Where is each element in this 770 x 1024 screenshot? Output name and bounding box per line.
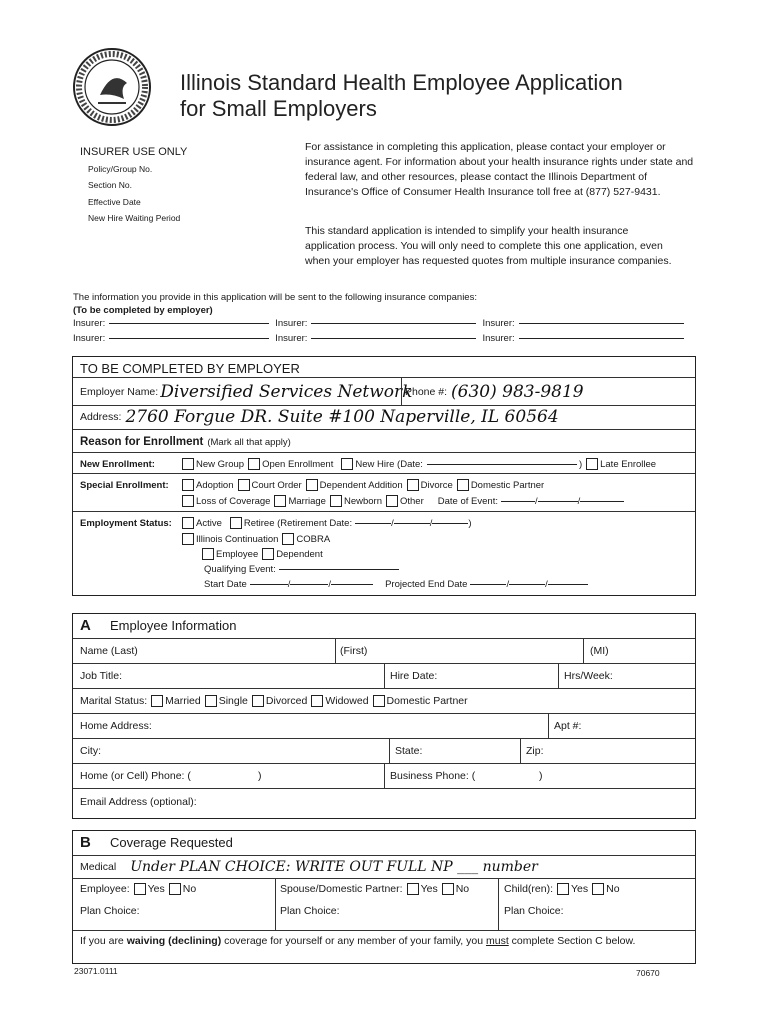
special-enrollment-row2 [182, 495, 624, 507]
form-number-right: 70670 [636, 968, 660, 978]
domestic-partner-a-checkbox[interactable] [373, 695, 385, 707]
section-b-header [80, 834, 233, 851]
section-b-title: Coverage Requested [110, 835, 233, 850]
start-month-field[interactable] [250, 584, 288, 585]
section-a-letter: A [80, 617, 91, 634]
insurer-use-field-section: Section No. [88, 180, 132, 190]
spouse-yes-label: Yes [420, 883, 438, 895]
section-a-title: Employee Information [110, 618, 237, 633]
insurer-label: Insurer: [482, 333, 515, 344]
name-mi-label[interactable]: (MI) [590, 645, 609, 657]
insurer-label: Insurer: [73, 333, 106, 344]
late-enrollee-checkbox[interactable] [586, 458, 598, 470]
insurer-label: Insurer: [73, 318, 106, 329]
waiver-must: must [485, 935, 509, 947]
employee-checkbox[interactable] [202, 548, 214, 560]
single-checkbox[interactable] [205, 695, 217, 707]
children-coverage-label: Child(ren): [504, 883, 554, 895]
insurer-field-4[interactable] [109, 338, 269, 339]
special-enrollment-label: Special Enrollment: [80, 479, 169, 491]
widowed-checkbox[interactable] [311, 695, 323, 707]
slash: / [577, 495, 581, 507]
single-label: Single [218, 695, 248, 707]
name-last-label[interactable]: Name (Last) [80, 645, 138, 657]
slash: / [534, 495, 538, 507]
start-day-field[interactable] [290, 584, 328, 585]
spouse-yes-checkbox[interactable] [407, 883, 419, 895]
newborn-checkbox[interactable] [330, 495, 342, 507]
employee-coverage-label: Employee: [80, 883, 130, 895]
slash: / [429, 517, 433, 529]
spouse-no-label: No [455, 883, 470, 895]
married-label: Married [165, 695, 201, 707]
projected-end-label: Projected End Date [385, 579, 468, 590]
divorce-label: Divorce [420, 479, 453, 491]
waiver-note [80, 934, 680, 948]
waiver-post: complete Section C below. [511, 935, 636, 947]
children-no-checkbox[interactable] [592, 883, 604, 895]
medical-row [80, 857, 538, 877]
adoption-checkbox[interactable] [182, 479, 194, 491]
reason-heading: Reason for Enrollment [80, 436, 204, 448]
special-enrollment-row1 [80, 479, 544, 491]
spouse-coverage-label: Spouse/Domestic Partner: [280, 883, 403, 895]
retiree-checkbox[interactable] [230, 517, 242, 529]
court-order-checkbox[interactable] [238, 479, 250, 491]
employee-label: Employee [216, 548, 259, 560]
retire-year-field[interactable] [432, 523, 468, 524]
dependent-label: Dependent [276, 548, 323, 560]
marital-status-label: Marital Status: [80, 695, 148, 707]
qualifying-event-field[interactable] [279, 569, 399, 570]
insurer-use-field-waiting: New Hire Waiting Period [88, 213, 181, 223]
waiver-mid: coverage for yourself or any member of your family, you [224, 935, 484, 947]
retire-month-field[interactable] [355, 523, 391, 524]
section-b-letter: B [80, 834, 91, 851]
end-month-field[interactable] [470, 584, 506, 585]
domestic-partner-a-label: Domestic Partner [386, 695, 468, 707]
loss-coverage-checkbox[interactable] [182, 495, 194, 507]
employee-yes-label: Yes [147, 883, 165, 895]
event-year-field[interactable] [580, 501, 624, 502]
employment-status-row3 [202, 548, 323, 560]
new-group-checkbox[interactable] [182, 458, 194, 470]
employer-phone-label: Phone #: [405, 386, 448, 398]
home-phone-label[interactable]: Home (or Cell) Phone: ( [80, 770, 191, 782]
insurer-use-field-policy: Policy/Group No. [88, 164, 153, 174]
other-checkbox[interactable] [386, 495, 398, 507]
marriage-label: Marriage [288, 495, 326, 507]
waiver-bold: waiving (declining) [126, 935, 222, 947]
slash: / [287, 579, 291, 590]
event-month-field[interactable] [501, 501, 535, 502]
employer-name-row [80, 381, 412, 403]
event-day-field[interactable] [538, 501, 578, 502]
active-checkbox[interactable] [182, 517, 194, 529]
end-year-field[interactable] [548, 584, 588, 585]
open-enrollment-label: Open Enrollment [262, 458, 334, 470]
qualifying-event-label: Qualifying Event: [204, 564, 276, 575]
form-number-left: 23071.0111 [74, 966, 118, 976]
new-hire-date-field[interactable] [427, 464, 577, 465]
court-order-label: Court Order [251, 479, 302, 491]
employment-status-row1 [80, 517, 472, 529]
start-year-field[interactable] [331, 584, 373, 585]
employer-phone-row [405, 381, 584, 403]
insurer-field-1[interactable] [109, 323, 269, 324]
new-hire-checkbox[interactable] [341, 458, 353, 470]
date-event-label: Date of Event: [437, 495, 498, 507]
state-seal [72, 47, 152, 127]
medical-note-value[interactable]: Under PLAN CHOICE: WRITE OUT FULL NP ___ number [130, 859, 538, 875]
insurers-intro: The information you provide in this application will be sent to the following insurance companies: [73, 292, 477, 303]
children-yes-checkbox[interactable] [557, 883, 569, 895]
reason-heading-row [80, 436, 291, 448]
children-coverage-row [504, 883, 620, 895]
employee-coverage-row [80, 883, 196, 895]
adoption-label: Adoption [196, 479, 234, 491]
insurer-row-1 [73, 318, 684, 329]
divorce-checkbox[interactable] [407, 479, 419, 491]
employer-name-label: Employer Name: [80, 386, 159, 398]
divorced-label: Divorced [265, 695, 308, 707]
retire-day-field[interactable] [394, 523, 430, 524]
dependent-checkbox[interactable] [262, 548, 274, 560]
email-label[interactable]: Email Address (optional): [80, 796, 197, 808]
reason-note: (Mark all that apply) [207, 436, 291, 448]
form-title-line1: Illinois Standard Health Employee Application [180, 70, 623, 95]
spouse-coverage-row [280, 883, 469, 895]
domestic-partner-checkbox[interactable] [457, 479, 469, 491]
retiree-close: ) [468, 517, 472, 529]
employer-heading: TO BE COMPLETED BY EMPLOYER [80, 361, 300, 376]
divorced-checkbox[interactable] [252, 695, 264, 707]
marriage-checkbox[interactable] [274, 495, 286, 507]
hrs-week-label[interactable]: Hrs/Week: [564, 670, 613, 682]
section-a-header [80, 617, 236, 634]
dependent-addition-checkbox[interactable] [306, 479, 318, 491]
end-day-field[interactable] [509, 584, 545, 585]
marital-status-row [80, 695, 468, 707]
active-label: Active [196, 517, 222, 529]
illinois-continuation-label: Illinois Continuation [196, 533, 279, 545]
assistance-paragraph: For assistance in completing this application, please contact your employer or insurance agent. For information about your health insurance rights under state and federal law, and other resources, please contact the Illinois Department of Insurance's Office of Consumer Health Insurance toll free at (877) 527-9431. [305, 141, 694, 198]
widowed-label: Widowed [325, 695, 369, 707]
waiver-pre: If you are [80, 935, 124, 947]
city-label[interactable]: City: [80, 745, 101, 757]
start-end-date-row [204, 579, 588, 590]
standard-app-paragraph: This standard application is intended to simplify your health insurance application process. You will only need to complete this one application, even when your employer has requested quotes from multiple insurance companies. [305, 225, 672, 267]
dependent-addition-label: Dependent Addition [319, 479, 403, 491]
employee-plan-choice[interactable]: Plan Choice: [80, 905, 140, 917]
business-phone-label[interactable]: Business Phone: ( [390, 770, 476, 782]
new-group-label: New Group [196, 458, 245, 470]
insurer-row-2 [73, 333, 684, 344]
employee-no-checkbox[interactable] [169, 883, 181, 895]
employer-address-label: Address: [80, 411, 122, 423]
spouse-no-checkbox[interactable] [442, 883, 454, 895]
employer-address-value[interactable]: 2760 Forgue DR. Suite #100 Naperville, IL 60564 [125, 407, 559, 427]
insurer-label: Insurer: [482, 318, 515, 329]
insurer-label: Insurer: [275, 333, 308, 344]
employee-yes-checkbox[interactable] [134, 883, 146, 895]
open-enrollment-checkbox[interactable] [248, 458, 260, 470]
insurer-field-2[interactable] [311, 323, 476, 324]
insurer-field-3[interactable] [519, 323, 684, 324]
spouse-plan-choice[interactable]: Plan Choice: [280, 905, 340, 917]
business-phone-close: ) [539, 770, 543, 782]
children-yes-label: Yes [571, 883, 589, 895]
slash: / [328, 579, 332, 590]
insurer-field-6[interactable] [519, 338, 684, 339]
form-title [180, 70, 623, 122]
late-enrollee-label: Late Enrollee [600, 458, 657, 470]
hire-date-label[interactable]: Hire Date: [390, 670, 438, 682]
cobra-label: COBRA [296, 533, 331, 545]
job-title-label[interactable]: Job Title: [80, 670, 123, 682]
home-address-label[interactable]: Home Address: [80, 720, 152, 732]
loss-coverage-label: Loss of Coverage [196, 495, 271, 507]
cobra-checkbox[interactable] [282, 533, 294, 545]
illinois-continuation-checkbox[interactable] [182, 533, 194, 545]
start-date-label: Start Date [204, 579, 247, 590]
qualifying-event-row [204, 564, 399, 575]
employer-phone-value[interactable]: (630) 983-9819 [451, 382, 584, 402]
employment-status-row2 [182, 533, 330, 545]
new-enrollment-row [80, 458, 656, 470]
other-label: Other [400, 495, 424, 507]
employer-address-row [80, 406, 559, 428]
retiree-label: Retiree (Retirement Date: [243, 517, 353, 529]
domestic-partner-label: Domestic Partner [470, 479, 545, 491]
children-no-label: No [606, 883, 620, 895]
married-checkbox[interactable] [151, 695, 163, 707]
slash: / [391, 517, 394, 529]
name-first-label[interactable]: (First) [340, 645, 368, 657]
employer-name-value[interactable]: Diversified Services Network [160, 382, 413, 402]
insurer-field-5[interactable] [311, 338, 476, 339]
slash: / [545, 579, 548, 590]
home-phone-close: ) [258, 770, 262, 782]
insurer-use-field-effective: Effective Date [88, 197, 141, 207]
new-enrollment-label: New Enrollment: [80, 458, 155, 470]
zip-label[interactable]: Zip: [526, 745, 544, 757]
insurer-label: Insurer: [275, 318, 308, 329]
state-label[interactable]: State: [395, 745, 423, 757]
newborn-label: Newborn [343, 495, 382, 507]
apt-label[interactable]: Apt #: [554, 720, 582, 732]
slash: / [506, 579, 510, 590]
employee-no-label: No [182, 883, 197, 895]
new-hire-close: ) [578, 458, 583, 470]
employment-status-label: Employment Status: [80, 517, 172, 529]
insurers-subnote: (To be completed by employer) [73, 305, 213, 316]
medical-label: Medical [80, 861, 117, 873]
new-hire-label: New Hire (Date: [355, 458, 423, 470]
insurer-use-heading: INSURER USE ONLY [80, 146, 188, 158]
children-plan-choice[interactable]: Plan Choice: [504, 905, 564, 917]
form-title-line2: for Small Employers [180, 96, 377, 121]
